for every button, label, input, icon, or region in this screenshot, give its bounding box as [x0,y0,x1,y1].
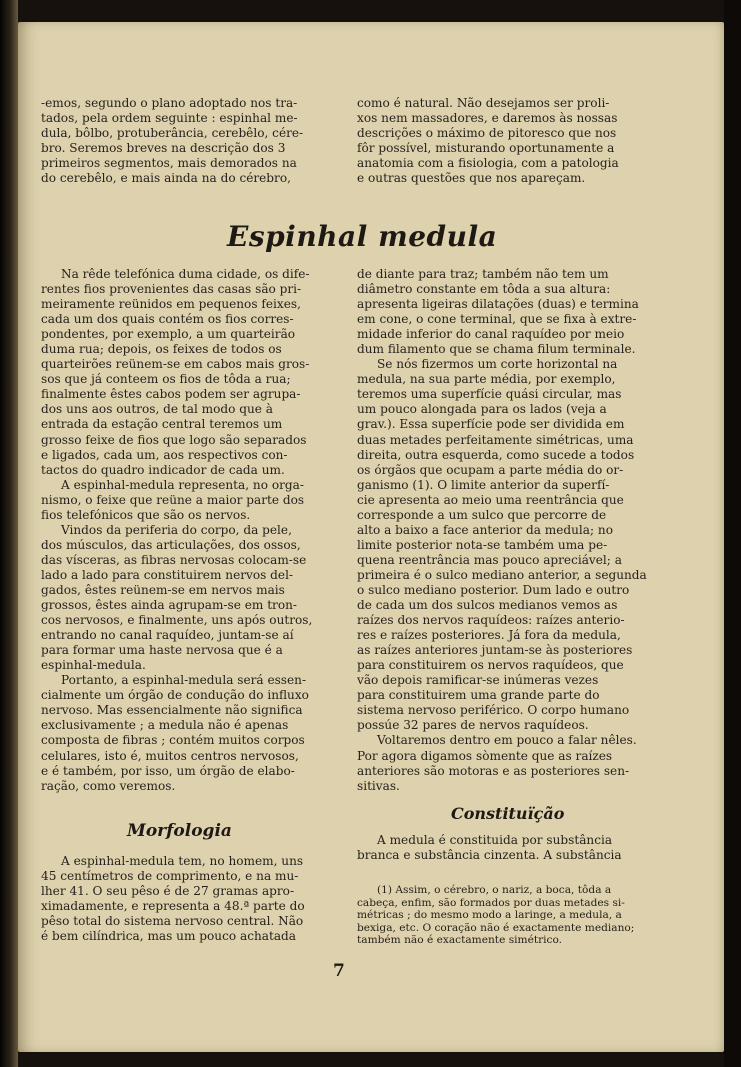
text-line: grossos, êstes ainda agrupam-se em tron- [41,598,297,613]
text-line: ganismo (1). O limite anterior da superfí- [357,477,610,492]
footnote-line: também não é exactamente simétrico. [357,934,563,947]
text-line: A espinhal-medula tem, no homem, uns [61,854,304,868]
text-line: A espinhal-medula representa, no orga- [61,477,304,492]
text-line: midade inferior do canal raquídeo por meio [357,327,625,342]
text-line: dos uns aos outros, de tal modo que à [41,402,274,417]
text-line: raízes dos nervos raquídeos: raízes anterio- [357,613,625,628]
text-line: limite posterior nota-se também uma pe- [357,537,608,552]
text-line: cialmente um órgão de condução do influxo [41,688,309,703]
text-line: A medula é constituida por substância [377,833,613,847]
text-line: 45 centímetros de comprimento, e na mu- [41,869,299,884]
footnote-line: bexiga, etc. O coração não é exactamente mediano; [357,921,635,934]
text-line: entrando no canal raquídeo, juntam-se aí [41,628,294,643]
text-line: anteriores são motoras e as posteriores sen- [357,763,630,778]
text-line: finalmente êstes cabos podem ser agrupa- [41,387,301,402]
footnote [357,884,647,947]
text-line: branca e substância cinzenta. A substância [357,848,622,863]
text-line: medula, na sua parte média, por exemplo, [357,372,616,387]
text-line: e outras questões que nos apareçam. [357,171,586,186]
text-line: nismo, o feixe que reüne a maior parte dos [41,492,305,507]
footnote-line: métricas ; do mesmo modo a laringe, a medula, a [357,909,622,922]
text-line: os órgãos que ocupam a parte média do or- [357,462,624,477]
text-line: primeira é o sulco mediano anterior, a segunda [357,567,647,582]
text-line: Se nós fizermos um corte horizontal na [377,357,618,372]
text-line: fios telefónicos que são os nervos. [41,507,251,522]
text-line: tactos do quadro indicador de cada um. [41,462,285,477]
text-line: tados, pela ordem seguinte : espinhal me- [41,111,298,126]
text-line: anatomia com a fisiologia, com a patologia [357,156,619,171]
text-line: pêso total do sistema nervoso central. Não [41,914,304,929]
footnote-line: (1) Assim, o cérebro, o nariz, a boca, tôda a [377,884,612,896]
section-title: Espinhal medula [227,220,498,253]
text-line: rentes fios provenientes das casas são pri- [41,282,302,297]
right-column-constituicao [357,833,647,863]
text-line: primeiros segmentos, mais demorados na [41,156,297,171]
text-line: descrições o máximo de pitoresco que nos [357,126,617,141]
text-line: as raízes anteriores juntam-se às posteriores [357,643,633,658]
text-line: fôr possível, misturando oportunamente a [357,141,615,156]
text-line: espinhal-medula. [41,658,146,673]
text-line: para constituirem uma grande parte do [357,688,600,703]
text-line: grav.). Essa superfície pode ser dividida em [357,417,625,432]
text-line: e é também, por isso, um órgão de elabo- [41,763,295,778]
text-line: celulares, isto é, muitos centros nervosos, [41,748,299,763]
text-line: xos nem massadores, e daremos às nossas [357,111,618,126]
text-line: Na rêde telefónica duma cidade, os dife- [61,267,310,281]
text-line: gados, êstes reünem-se em nervos mais [41,582,285,597]
text-line: cada um dos quais contém os fios corres- [41,312,294,327]
text-line: pondentes, por exemplo, a um quarteirão [41,327,296,342]
text-line: res e raízes posteriores. Já fora da medula, [357,628,621,643]
text-line: cie apresenta ao meio uma reentrância que [357,492,624,507]
book-page [18,22,724,1052]
page-number: 7 [333,961,345,981]
text-line: dum filamento que se chama filum terminale. [357,342,636,357]
text-line: como é natural. Não desejamos ser proli- [357,96,610,110]
text-line: apresenta ligeiras dilatações (duas) e termina [357,297,639,312]
book-spine [0,0,18,1067]
subtitle-constituicao: Constituïção [451,804,565,823]
text-line: entrada da estação central teremos um [41,417,283,432]
text-line: e ligados, cada um, aos respectivos con- [41,447,288,462]
text-line: das vísceras, as fibras nervosas colocam-se [41,552,307,567]
text-line: bro. Seremos breves na descrição dos 3 [41,141,286,156]
right-column-body [357,267,647,794]
text-line: quarteirões reünem-se em cabos mais gros- [41,357,310,372]
text-line: Portanto, a espinhal-medula será essen- [61,673,307,688]
text-line: vão depois ramificar-se inúmeras vezes [357,673,599,688]
text-line: alto a baixo a face anterior da medula; no [357,522,613,537]
text-line: teremos uma superfície quási circular, mas [357,387,622,402]
text-line: Vindos da periferia do corpo, da pele, [61,522,292,537]
text-line: o sulco mediano posterior. Dum lado e outro [357,582,630,597]
text-line: para constituirem os nervos raquídeos, que [357,658,624,673]
text-line: possúe 32 pares de nervos raquídeos. [357,718,589,733]
text-line: sos que já conteem os fios de tôda a rua; [41,372,291,387]
background-edge [724,0,741,1067]
left-column-morfologia [41,854,322,944]
subtitle-morfologia: Morfologia [127,821,232,841]
text-line: sitivas. [357,778,400,793]
text-line: é bem cilíndrica, mas um pouco achatada [41,929,296,944]
text-line: ximadamente, e representa a 48.ª parte do [41,899,305,914]
text-line: Voltaremos dentro em pouco a falar nêles. [377,733,637,748]
text-line: dos músculos, das articulações, dos ossos, [41,537,301,552]
text-line: Por agora digamos sòmente que as raízes [357,748,613,763]
text-line: do cerebêlo, e mais ainda na do cérebro, [41,171,291,186]
text-line: para formar uma haste nervosa que é a [41,643,283,658]
text-line: duas metades perfeitamente simétricas, uma [357,432,634,447]
text-line: lher 41. O seu pêso é de 27 gramas apro- [41,884,295,899]
text-line: de diante para traz; também não tem um [357,267,609,281]
text-line: um pouco alongada para os lados (veja a [357,402,607,417]
text-line: sistema nervoso periférico. O corpo humano [357,703,630,718]
text-line: lado a lado para constituirem nervos del- [41,567,294,582]
text-line: exclusivamente ; a medula não é apenas [41,718,289,733]
text-line: corresponde a um sulco que percorre de [357,507,607,522]
text-line: composta de fibras ; contém muitos corpos [41,733,305,748]
text-line: -emos, segundo o plano adoptado nos tra- [41,96,298,110]
text-line: quena reentrância mas pouco apreciável; a [357,552,622,567]
text-line: diâmetro constante em tôda a sua altura: [357,282,611,297]
text-line: cos nervosos, e finalmente, uns após outros, [41,613,313,628]
text-line: nervoso. Mas essencialmente não significa [41,703,303,718]
text-line: em cone, o cone terminal, que se fixa à extre- [357,312,637,327]
text-line: de cada um dos sulcos medianos vemos as [357,598,618,613]
text-line: ração, como veremos. [41,778,176,793]
text-line: meiramente reünidos em pequenos feixes, [41,297,301,312]
text-line: grosso feixe de fios que logo são separados [41,432,307,447]
text-line: dula, bôlbo, protuberância, cerebêlo, cére- [41,126,304,141]
footnote-line: cabeça, enfim, são formados por duas metades si- [357,896,625,909]
text-line: duma rua; depois, os feixes de todos os [41,342,282,357]
text-line: direita, outra esquerda, como sucede a todos [357,447,635,462]
left-column-body [41,267,322,794]
top-right-column [357,96,647,186]
top-left-column [41,96,322,186]
